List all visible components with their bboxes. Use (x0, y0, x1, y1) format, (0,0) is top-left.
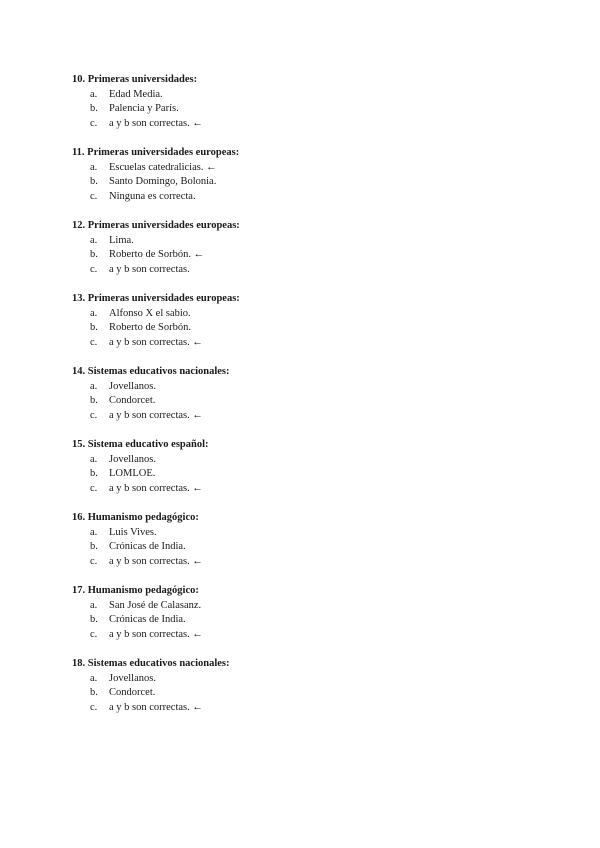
option-letter: b. (90, 614, 98, 625)
option-a (72, 161, 552, 176)
options-list (72, 234, 552, 278)
question-12 (72, 219, 552, 277)
option-b (72, 686, 552, 701)
option-text: a y b son correctas. (109, 263, 190, 275)
option-letter: a. (90, 307, 98, 319)
option-a (72, 672, 552, 687)
question-title: 15. Sistema educativo español: (72, 439, 209, 450)
option-text: a y b son correctas. ← (109, 555, 203, 567)
option-letter: c. (90, 482, 98, 494)
option-c (72, 190, 552, 205)
option-letter: b. (90, 103, 98, 114)
options-list (72, 599, 552, 643)
option-a (72, 88, 552, 103)
option-a (72, 526, 552, 541)
option-text: Jovellanos. (109, 672, 156, 684)
options-list (72, 88, 552, 132)
option-text: Jovellanos. (109, 380, 156, 392)
question-list (72, 73, 552, 730)
option-letter: a. (90, 161, 98, 173)
option-b (72, 175, 552, 190)
option-a (72, 453, 552, 468)
question-title: 16. Humanismo pedagógico: (72, 512, 199, 523)
option-c (72, 263, 552, 278)
question-11 (72, 146, 552, 204)
option-letter: b. (90, 395, 98, 406)
question-title: 11. Primeras universidades europeas: (72, 147, 240, 158)
option-letter: c. (90, 117, 98, 129)
question-13 (72, 292, 552, 350)
option-c (72, 628, 552, 643)
option-letter: a. (90, 453, 98, 465)
option-letter: c. (90, 336, 98, 348)
option-b (72, 394, 552, 409)
option-text: Crónicas de India. (109, 541, 186, 552)
option-b (72, 102, 552, 117)
option-letter: c. (90, 409, 98, 421)
option-text: Crónicas de India. (109, 614, 186, 625)
option-text: a y b son correctas. ← (109, 628, 203, 640)
option-letter: b. (90, 541, 98, 552)
options-list (72, 672, 552, 716)
option-c (72, 409, 552, 424)
question-18 (72, 657, 552, 715)
option-letter: b. (90, 249, 98, 260)
question-title: 13. Primeras universidades europeas: (72, 293, 240, 304)
option-letter: c. (90, 190, 98, 202)
option-text: Condorcet. (109, 687, 156, 698)
options-list (72, 526, 552, 570)
question-16 (72, 511, 552, 569)
question-17 (72, 584, 552, 642)
option-text: Jovellanos. (109, 453, 156, 465)
option-b (72, 540, 552, 555)
option-a (72, 380, 552, 395)
option-text: LOMLOE. (109, 468, 156, 479)
option-c (72, 336, 552, 351)
option-letter: a. (90, 88, 98, 100)
question-14 (72, 365, 552, 423)
option-c (72, 482, 552, 497)
option-text: a y b son correctas. ← (109, 701, 203, 713)
option-text: Palencia y París. (109, 103, 179, 114)
option-text: a y b son correctas. ← (109, 117, 203, 129)
question-title: 12. Primeras universidades europeas: (72, 220, 240, 231)
option-a (72, 234, 552, 249)
option-a (72, 599, 552, 614)
option-letter: a. (90, 599, 98, 611)
options-list (72, 161, 552, 205)
option-text: Ninguna es correcta. (109, 190, 196, 202)
option-text: a y b son correctas. ← (109, 482, 203, 494)
options-list (72, 453, 552, 497)
options-list (72, 307, 552, 351)
option-letter: b. (90, 176, 98, 187)
option-text: San José de Calasanz. (109, 599, 202, 611)
option-text: a y b son correctas. ← (109, 409, 203, 421)
option-letter: b. (90, 468, 98, 479)
option-b (72, 321, 552, 336)
option-text: Santo Domingo, Bolonia. (109, 176, 217, 187)
question-15 (72, 438, 552, 496)
question-title: 17. Humanismo pedagógico: (72, 585, 199, 596)
option-text: Escuelas catedralicias. ← (109, 161, 217, 173)
question-10 (72, 73, 552, 131)
options-list (72, 380, 552, 424)
option-b (72, 613, 552, 628)
option-letter: b. (90, 687, 98, 698)
option-text: a y b son correctas. ← (109, 336, 203, 348)
option-c (72, 555, 552, 570)
option-b (72, 248, 552, 263)
option-a (72, 307, 552, 322)
option-text: Alfonso X el sabio. (109, 307, 191, 319)
option-text: Roberto de Sorbón. (109, 322, 191, 333)
option-letter: a. (90, 234, 98, 246)
option-c (72, 701, 552, 716)
option-letter: c. (90, 628, 98, 640)
option-letter: c. (90, 701, 98, 713)
question-title: 10. Primeras universidades: (72, 74, 198, 85)
option-text: Condorcet. (109, 395, 156, 406)
option-letter: a. (90, 526, 98, 538)
option-letter: a. (90, 672, 98, 684)
question-title: 14. Sistemas educativos nacionales: (72, 366, 230, 377)
option-text: Edad Media. (109, 88, 163, 100)
option-text: Luis Vives. (109, 526, 157, 538)
option-text: Roberto de Sorbón. ← (109, 249, 205, 260)
option-letter: b. (90, 322, 98, 333)
option-c (72, 117, 552, 132)
option-text: Lima. (109, 234, 134, 246)
option-letter: c. (90, 555, 98, 567)
option-letter: c. (90, 263, 98, 275)
option-letter: a. (90, 380, 98, 392)
option-b (72, 467, 552, 482)
question-title: 18. Sistemas educativos nacionales: (72, 658, 230, 669)
